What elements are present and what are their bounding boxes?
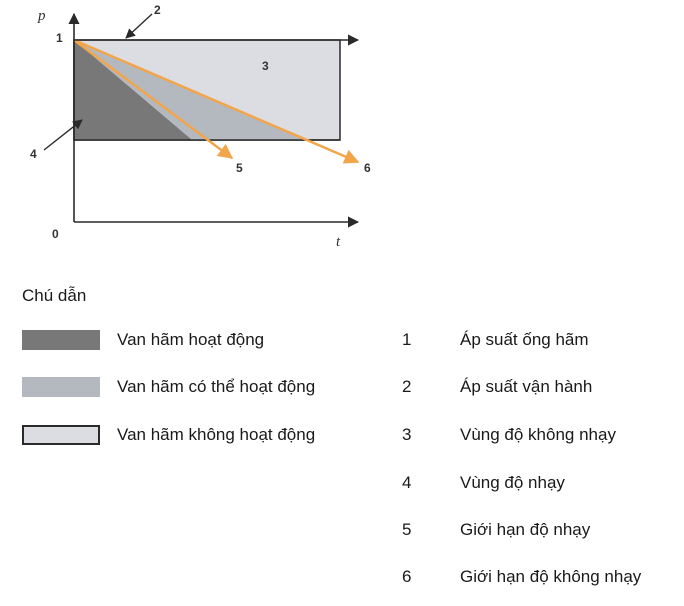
callout-2-label: 2	[154, 3, 161, 17]
key-label: Vùng độ không nhạy	[460, 425, 616, 444]
y-axis-label: p	[38, 8, 46, 24]
legend-label: Van hãm không hoạt động	[117, 425, 316, 444]
key-item-6	[402, 565, 641, 589]
legend-swatch-inactive	[22, 425, 100, 445]
origin-label: 0	[52, 227, 59, 241]
key-item-4	[402, 471, 565, 495]
point-1-label: 1	[56, 31, 63, 45]
callout-4-label: 4	[30, 147, 37, 161]
line-6-label: 6	[364, 161, 371, 175]
key-label: Áp suất vận hành	[460, 377, 593, 396]
key-label: Giới hạn độ không nhạy	[460, 567, 642, 586]
key-label: Vùng độ nhạy	[460, 473, 565, 492]
key-number: 3	[402, 425, 412, 444]
legend-item-active	[22, 328, 264, 352]
legend-item-possible	[22, 375, 315, 399]
brake-sensitivity-diagram	[0, 0, 684, 270]
callout-2-arrow	[126, 14, 152, 38]
region-3-label: 3	[262, 59, 269, 73]
legend-item-inactive	[22, 423, 315, 447]
legend-swatch-active	[22, 330, 100, 350]
legend-label: Van hãm hoạt động	[117, 330, 265, 349]
key-number: 6	[402, 567, 412, 586]
key-number: 5	[402, 520, 412, 539]
legend-swatch-possible	[22, 377, 100, 397]
legend-title: Chú dẫn	[22, 286, 87, 305]
key-number: 1	[402, 330, 412, 349]
key-number: 2	[402, 377, 412, 396]
key-item-2	[402, 375, 592, 399]
key-label: Áp suất ống hãm	[460, 330, 589, 349]
legend-label: Van hãm có thể hoạt động	[117, 377, 316, 396]
key-label: Giới hạn độ nhạy	[460, 520, 591, 539]
key-number: 4	[402, 473, 412, 492]
x-axis-label: t	[336, 234, 341, 250]
key-item-1	[402, 328, 589, 352]
key-item-5	[402, 518, 590, 542]
key-item-3	[402, 423, 616, 447]
line-5-label: 5	[236, 161, 243, 175]
